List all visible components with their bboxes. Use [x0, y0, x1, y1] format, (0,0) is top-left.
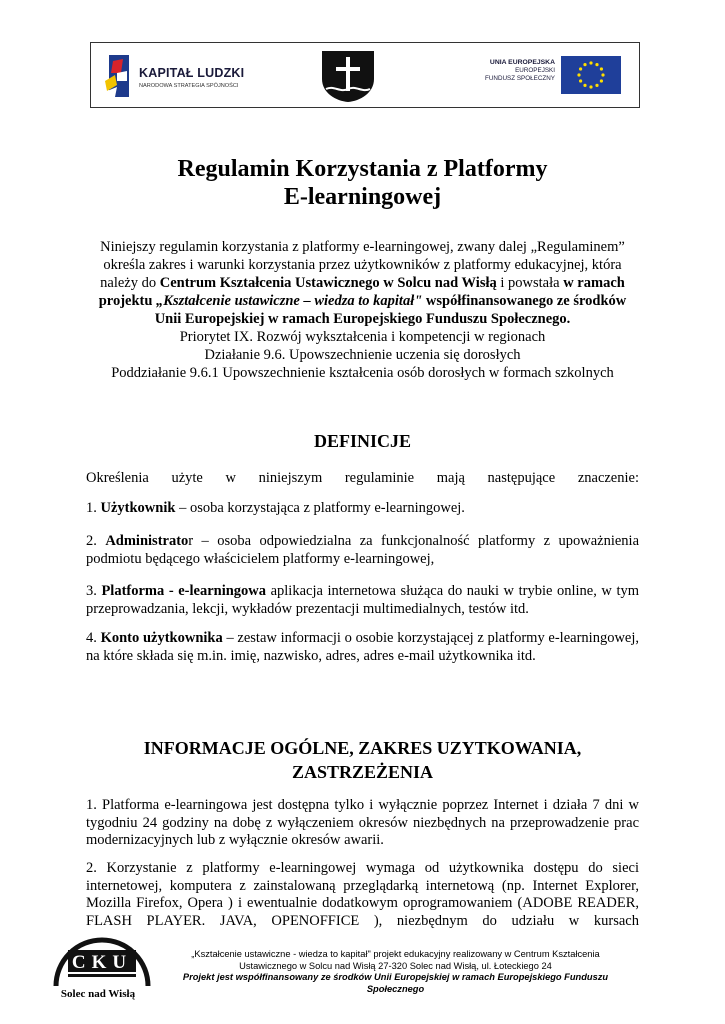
intro-block: [90, 238, 635, 382]
kapital-ludzki-symbol-icon: [103, 51, 135, 101]
eu-text-block: [465, 59, 555, 83]
intro-dzialanie: Działanie 9.6. Upowszechnienie uczenia się dorosłych: [204, 347, 521, 363]
info-paragraph-1: 1. Platforma e-learningowa jest dostępna tylko i wyłącznie poprzez Internet i działa 7 dni w tygodniu 24 godziny na dobę z wyłączeniem okresów niezbędnych na przeprowadzenie prac modernizacyjnych lub z wyłącznie okresów awarii.: [86, 797, 639, 848]
eu-name: UNIA EUROPEJSKA: [489, 59, 555, 66]
coat-of-arms-icon: [320, 49, 376, 103]
centre-name: Centrum Kształcenia Ustawicznego w Solcu nad Wisłą: [159, 275, 497, 291]
eu-fund-line-1: EUROPEJSKI: [515, 67, 555, 74]
cku-letters: CKU: [71, 952, 133, 973]
title-line-1: Regulamin Korzystania z Platformy: [177, 156, 548, 182]
general-info-heading: INFORMACJE OGÓLNE, ZAKRES UZYTKOWANIA, ZASTRZEŻENIA: [143, 738, 582, 782]
document-title: [0, 155, 725, 211]
intro-paragraph: Niniejszy regulamin korzystania z platformy e-learningowej, zwany dalej „Regulaminem” określa zakres i warunki korzystania przez użytkowników z platformy edukacyjnej, która należy do Centrum Kształcenia Ustawicznego w Solcu nad Wisłą i powstała w ramach projektu „Kształcenie ustawiczne – wiedza to kapitał" współfinansowanego ze środków Unii Europejskiej w ramach Europejskiego Funduszu Społecznego.: [98, 239, 627, 327]
intro-poddzialanie: Poddziałanie 9.6.1 Upowszechnienie kształcenia osób dorosłych w formach szkolnych: [111, 365, 614, 381]
cku-logo-icon: [50, 930, 154, 990]
definition-item-1: 1. Użytkownik – osoba korzystająca z platformy e-learningowej.: [86, 500, 465, 516]
footer-line-1: „Kształcenie ustawiczne - wiedza to kapitał" projekt edukacyjny realizowany w Centrum Kształcenia: [191, 949, 600, 959]
kapital-ludzki-title: KAPITAŁ LUDZKI: [139, 66, 245, 80]
definition-item-2: 2. Administrator – osoba odpowiedzialna za funkcjonalność platformy z upoważnienia podmiotu będącego właścicielem platformy e-learningowej,: [86, 533, 640, 567]
definition-item-3: 3. Platforma - e-learningowa aplikacja internetowa służąca do nauki w trybie online, w tym przeprowadzania, lekcji, wykładów prezentacji multimedialnych, testów itd.: [86, 583, 640, 617]
kapital-ludzki-logo: [103, 51, 303, 101]
definition-item-4: 4. Konto użytkownika – zestaw informacji o osobie korzystającej z platformy e-learningowej, na które składa się m.in. imię, nazwisko, adres, adres e-mail użytkownika itd.: [86, 630, 640, 664]
footer-line-2: Ustawicznego w Solcu nad Wisłą 27-320 Solec nad Wisłą, ul. Łoteckiego 24: [239, 960, 552, 971]
footer-line-3: Projekt jest współfinansowany ze środków Unii Europejskiej w ramach Europejskiego Funduszu Społecznego: [182, 972, 609, 994]
info-paragraph-2: 2. Korzystanie z platformy e-learningowej wymaga od użytkownika dostępu do sieci internetowej, komputera z zainstalowaną przeglądarką internetową (np. Internet Explorer, Mozilla Firefox, Opera ) i ewentualnie dodatkowym oprogramowaniem (ADOBE READER, FLASH PLAYER. JAVA, OPENOFFICE ), niezbędnym do udziału w kursach: [86, 860, 639, 929]
header-logo-band: [90, 42, 640, 108]
project-name: „Kształcenie ustawiczne – wiedza to kapitał": [156, 293, 423, 309]
eu-flag-icon: [561, 56, 621, 94]
definitions-lead: Określenia użyte w niniejszym regulaminie mają następujące znaczenie:: [86, 470, 639, 486]
cku-town: Solec nad Wisłą: [60, 988, 136, 1000]
eu-fund-line-2: FUNDUSZ SPOŁECZNY: [485, 75, 555, 82]
kapital-ludzki-subtitle: NARODOWA STRATEGIA SPÓJNOŚCI: [139, 83, 239, 89]
intro-priorytet: Priorytet IX. Rozwój wykształcenia i kompetencji w regionach: [179, 329, 546, 345]
definitions-heading: DEFINICJE: [313, 431, 411, 451]
title-line-2: E-learningowej: [283, 184, 442, 210]
footer-text: [158, 949, 633, 995]
